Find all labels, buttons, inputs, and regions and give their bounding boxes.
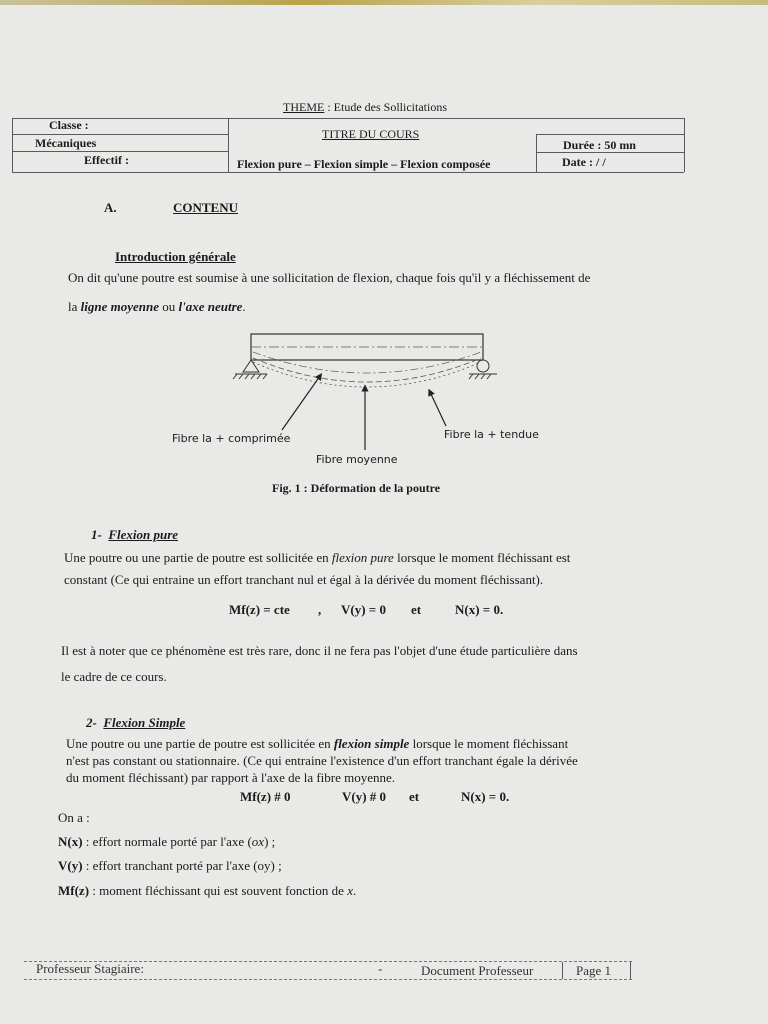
definition-mf: Mf(z) : moment fléchissant qui est souvent fonction de x. xyxy=(58,883,357,898)
formula-n-zero: N(x) = 0. xyxy=(461,789,510,804)
label-compressed-fiber: Fibre la + comprimée xyxy=(172,432,291,445)
header-rule xyxy=(536,134,537,172)
header-rule xyxy=(12,118,684,119)
label-neutral-fiber: Fibre moyenne xyxy=(316,453,398,466)
theme-line xyxy=(283,100,447,115)
footer-rule xyxy=(24,979,632,980)
flexion-simple-p1: Une poutre ou une partie de poutre est sollicitée en flexion simple lorsque le moment fléchissant xyxy=(66,736,569,751)
roller-support xyxy=(477,360,489,372)
intro-heading: Introduction générale xyxy=(115,249,236,264)
formula-v-nonzero: V(y) # 0 xyxy=(342,789,387,804)
course-title-label: TITRE DU COURS xyxy=(322,127,420,141)
header-rule xyxy=(12,151,228,152)
formula-mf-cte: Mf(z) = cte xyxy=(229,602,290,617)
flexion-simple-heading: 2- Flexion Simple xyxy=(86,715,186,730)
section-letter: A. xyxy=(104,200,117,215)
class-label: Classe : xyxy=(49,118,89,132)
pin-support xyxy=(243,360,259,372)
definition-v: V(y) : effort tranchant porté par l'axe (oy) ; xyxy=(58,858,282,873)
flexion-pure-heading: 1- Flexion pure xyxy=(91,527,179,542)
flexion-simple-p3: du moment fléchissant) par rapport à l'axe de la fibre moyenne. xyxy=(66,770,396,785)
flexion-pure-note-2: le cadre de ce cours. xyxy=(61,669,167,684)
flexion-simple-p2: n'est pas constant ou stationnaire. (Ce qui entraine l'existence d'un effort tranchant égale la dérivée xyxy=(66,753,578,768)
formula-separator: , xyxy=(318,602,322,617)
formula-mf-nonzero: Mf(z) # 0 xyxy=(240,789,291,804)
fiber-arrows xyxy=(270,370,460,452)
footer-teacher: Professeur Stagiaire: xyxy=(36,961,144,976)
flexion-pure-p1: Une poutre ou une partie de poutre est sollicitée en flexion pure lorsque le moment fléchissant est xyxy=(64,550,571,565)
header-rule xyxy=(12,118,13,172)
effectif-label: Effectif : xyxy=(84,153,129,167)
label-tensile-fiber: Fibre la + tendue xyxy=(444,428,539,441)
flexion-pure-p2: constant (Ce qui entraine un effort tranchant nul et égal à la dérivée du moment fléchissant). xyxy=(64,572,544,587)
theme-value: Etude des Sollicitations xyxy=(333,100,447,114)
section-title: CONTENU xyxy=(173,200,239,215)
on-a-label: On a : xyxy=(58,810,90,825)
figure-caption: Fig. 1 : Déformation de la poutre xyxy=(272,481,441,495)
intro-line-1: On dit qu'une poutre est soumise à une sollicitation de flexion, chaque fois qu'il y a fléchissement de xyxy=(68,270,591,285)
theme-label: THEME xyxy=(283,100,325,114)
header-rule xyxy=(228,118,229,172)
footer-dash: - xyxy=(378,961,383,976)
header-rule xyxy=(684,118,685,172)
duration: Durée : 50 mn xyxy=(563,138,636,152)
footer-document: Document Professeur xyxy=(421,963,534,978)
footer-divider xyxy=(562,962,563,979)
intro-line-2: la ligne moyenne ou l'axe neutre. xyxy=(68,299,246,314)
formula-et: et xyxy=(409,789,420,804)
footer-divider xyxy=(630,962,631,979)
header-rule xyxy=(536,134,684,135)
class-value: Mécaniques xyxy=(35,136,97,150)
flexion-pure-note-1: Il est à noter que ce phénomène est très rare, donc il ne fera pas l'objet d'une étude particulière dans xyxy=(61,643,578,658)
definition-n: N(x) : effort normale porté par l'axe (ox) ; xyxy=(58,834,276,849)
formula-v-zero: V(y) = 0 xyxy=(341,602,386,617)
theme-sep: : xyxy=(324,100,334,114)
header-rule xyxy=(12,134,228,135)
page-top-edge xyxy=(0,0,768,5)
formula-n-zero: N(x) = 0. xyxy=(455,602,504,617)
date: Date : / / xyxy=(562,155,606,169)
footer-page-number: Page 1 xyxy=(576,963,612,978)
course-title: Flexion pure – Flexion simple – Flexion composée xyxy=(237,157,491,171)
header-rule xyxy=(12,172,684,173)
formula-et: et xyxy=(411,602,422,617)
